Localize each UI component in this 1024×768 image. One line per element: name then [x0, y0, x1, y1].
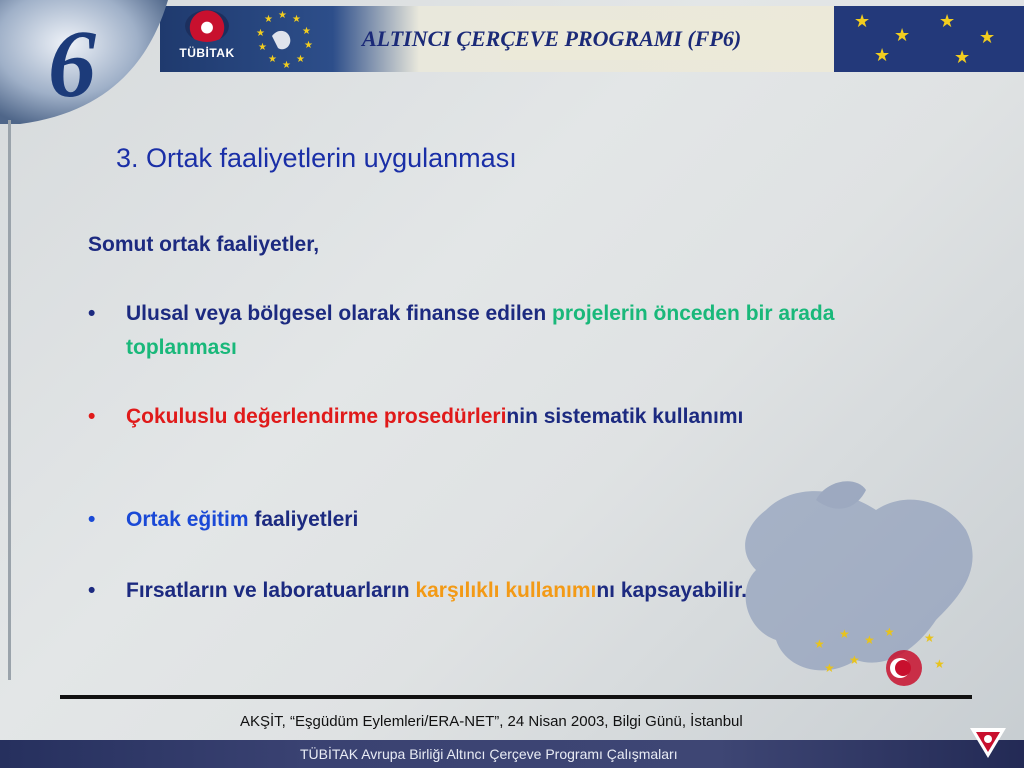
- bullet-text: [126, 574, 846, 608]
- star-icon: ★: [874, 45, 891, 65]
- star-icon: ★: [854, 11, 871, 31]
- tubitak-emblem-icon: [185, 10, 229, 42]
- svg-text:★: ★: [814, 637, 825, 651]
- bullet-text-highlight: projelerin önceden bir arada toplanması: [126, 302, 835, 359]
- svg-text:★: ★: [884, 628, 895, 639]
- bullet-text-plain: nin sistematik kullanımı: [506, 405, 744, 428]
- star-icon: ★: [894, 25, 911, 45]
- svg-text:★: ★: [264, 14, 273, 25]
- bullet-text: [126, 503, 846, 537]
- eu-turkey-flag-icon: [794, 628, 954, 688]
- slide-title: 3. Ortak faaliyetlerin uygulanması: [116, 143, 517, 173]
- footer-citation: AKŞİT, “Eşgüdüm Eylemleri/ERA-NET”, 24 Nisan 2003, Bilgi Günü, İstanbul: [240, 713, 743, 730]
- svg-text:★: ★: [924, 631, 935, 645]
- bullet-text-plain: Ulusal veya bölgesel olarak finanse edilen: [126, 302, 553, 325]
- svg-text:★: ★: [278, 10, 287, 21]
- svg-text:★: ★: [282, 60, 291, 71]
- tubitak-logo: [168, 8, 246, 68]
- footer-divider: [60, 695, 972, 699]
- svg-text:★: ★: [849, 653, 860, 667]
- bullet-text: [126, 297, 846, 365]
- logo-number: 6: [48, 10, 96, 117]
- bullet-marker: •: [88, 405, 96, 428]
- svg-text:★: ★: [256, 28, 265, 39]
- bullet-marker: •: [88, 302, 96, 325]
- svg-text:★: ★: [824, 661, 835, 675]
- bullet-text: [126, 400, 846, 434]
- svg-text:★: ★: [292, 14, 301, 25]
- bullet-text-plain: Fırsatların ve laboratuarların: [126, 579, 416, 602]
- tubitak-label: TÜBİTAK: [179, 46, 235, 60]
- svg-text:★: ★: [864, 633, 875, 647]
- svg-text:★: ★: [839, 628, 850, 641]
- left-divider: [8, 120, 11, 680]
- bullet-text-highlight: karşılıklı kullanımı: [415, 579, 597, 602]
- bullet-text-highlight: Çokuluslu değerlendirme prosedürleri: [126, 405, 507, 428]
- bullet-text-plain: nı kapsayabilir.: [596, 579, 747, 602]
- bullet-text-highlight: Ortak eğitim: [126, 508, 249, 531]
- star-icon: ★: [954, 47, 971, 67]
- tubitak-corner-emblem-icon: [966, 722, 1010, 762]
- bullet-marker: •: [88, 579, 96, 602]
- svg-text:★: ★: [258, 42, 267, 53]
- program-title: ALTINCI ÇERÇEVE PROGRAMI (FP6): [362, 26, 742, 51]
- svg-text:★: ★: [304, 40, 313, 51]
- eu-flag-banner: [834, 6, 1024, 72]
- footer-bar-text: TÜBİTAK Avrupa Birliği Altıncı Çerçeve Programı Çalışmaları: [300, 746, 678, 762]
- footer-bar: [0, 740, 1024, 768]
- bullet-marker: •: [88, 508, 96, 531]
- svg-text:★: ★: [296, 54, 305, 65]
- svg-text:★: ★: [934, 657, 945, 671]
- lead-text: Somut ortak faaliyetler,: [88, 233, 320, 256]
- svg-text:★: ★: [268, 54, 277, 65]
- bullet-text-plain: faaliyetleri: [248, 508, 359, 531]
- star-icon: ★: [939, 11, 956, 31]
- fp6-logo: [0, 0, 170, 125]
- eu-stars-logo-icon: [248, 6, 318, 72]
- star-icon: ★: [979, 27, 996, 47]
- svg-text:★: ★: [302, 26, 311, 37]
